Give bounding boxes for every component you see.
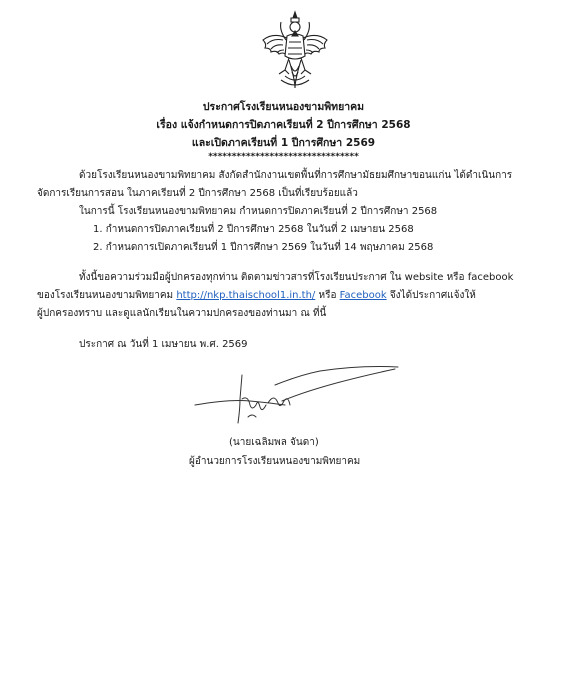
paragraph3-line3: ผู้ปกครองทราบ และดูแลนักเรียนในความปกครองของท่านมา ณ ที่นี้: [37, 308, 327, 319]
paragraph3-text-b: หรือ: [315, 290, 340, 301]
announcement-subject: เรื่อง แจ้งกำหนดการปิดภาคเรียนที่ 2 ปีการศึกษา 2568: [156, 119, 411, 131]
school-website-link[interactable]: http://nkp.thaischool1.in.th/: [176, 290, 316, 301]
signer-name: (นายเฉลิมพล จันดา): [229, 437, 319, 448]
paragraph3-line1: ทั้งนี้ขอความร่วมมือผู้ปกครองทุกท่าน ติดตามข่าวสารที่โรงเรียนประกาศ ใน website หรือ facebook: [79, 272, 514, 283]
paragraph1-line1: ด้วยโรงเรียนหนองขามพิทยาคม สังกัดสำนักงานเขตพื้นที่การศึกษามัธยมศึกษาขอนแก่น ได้ดำเนินการ: [79, 170, 513, 181]
paragraph3-text-a: ของโรงเรียนหนองขามพิทยาคม: [37, 290, 177, 301]
separator-stars: ********************************: [208, 152, 359, 162]
list-item-open-term: 2. กำหนดการเปิดภาคเรียนที่ 1 ปีการศึกษา 2569 ในวันที่ 14 พฤษภาคม 2568: [93, 242, 434, 253]
paragraph3-line2: [37, 290, 476, 302]
list-item-close-term: 1. กำหนดการปิดภาคเรียนที่ 2 ปีการศึกษา 2568 ในวันที่ 2 เมษายน 2568: [93, 224, 414, 235]
paragraph2-line1: ในการนี้ โรงเรียนหนองขามพิทยาคม กำหนดการปิดภาคเรียนที่ 2 ปีการศึกษา 2568: [79, 206, 438, 217]
paragraph3-text-c: จึงได้ประกาศแจ้งให้: [386, 290, 476, 301]
announcement-subject-line2: และเปิดภาคเรียนที่ 1 ปีการศึกษา 2569: [191, 137, 376, 149]
signer-position: ผู้อำนวยการโรงเรียนหนองขามพิทยาคม: [189, 456, 361, 467]
signature-image: [190, 365, 405, 435]
facebook-link[interactable]: Facebook: [339, 290, 387, 301]
paragraph1-line2: จัดการเรียนการสอน ในภาคเรียนที่ 2 ปีการศึกษา 2568 เป็นที่เรียบร้อยแล้ว: [37, 188, 358, 199]
announcement-date: ประกาศ ณ วันที่ 1 เมษายน พ.ศ. 2569: [79, 339, 248, 350]
garuda-emblem-icon: [259, 10, 331, 92]
announcement-title: ประกาศโรงเรียนหนองขามพิทยาคม: [202, 101, 365, 113]
